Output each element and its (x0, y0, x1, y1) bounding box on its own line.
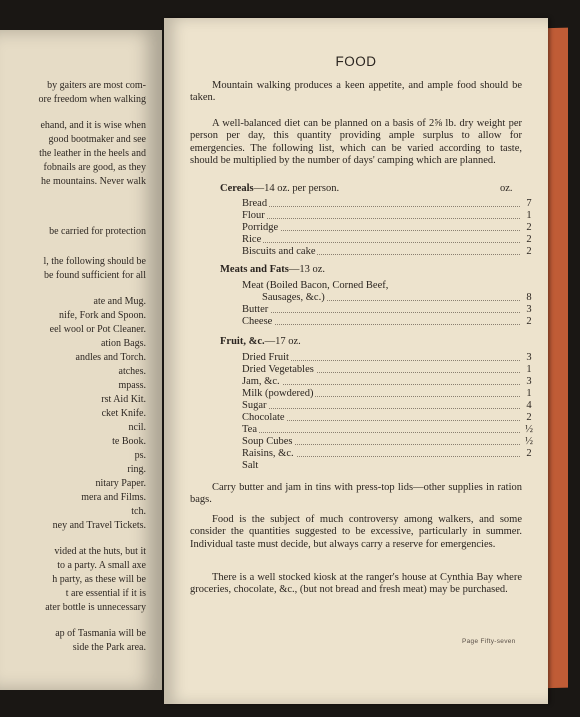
left-line: andles and Torch. (75, 352, 146, 363)
left-line: be carried for protection (49, 226, 146, 237)
left-line: ore freedom when walking (38, 94, 146, 105)
left-line: ps. (134, 450, 146, 461)
food-item-name: Tea (242, 424, 258, 435)
food-item-row (242, 316, 534, 328)
food-item-name: Cheese (242, 316, 273, 327)
left-line: mpass. (118, 380, 146, 391)
left-line: by gaiters are most com- (47, 80, 146, 91)
intro-paragraph: Mountain walking produces a keen appetite, and ample food should be taken. (190, 80, 522, 104)
food-item-row (242, 388, 534, 400)
left-line: ney and Travel Tickets. (52, 520, 146, 531)
food-item-name: Rice (242, 234, 262, 245)
food-item-name: Sausages, &c.) (242, 292, 327, 304)
section-title: Fruit, &c. (220, 336, 265, 347)
left-line: ehand, and it is wise when (40, 120, 146, 131)
food-item-name: Raisins, &c. (242, 448, 294, 459)
food-item-row (242, 246, 534, 258)
food-item-name: Milk (powdered) (242, 388, 314, 399)
food-item-name: Soup Cubes (242, 436, 293, 447)
left-line: ncil. (128, 422, 146, 433)
left-line: he mountains. Never walk (41, 176, 146, 187)
left-line: ap of Tasmania will be (55, 628, 146, 639)
page-number: Page Fifty-seven (462, 638, 516, 645)
left-line: to a party. A small axe (57, 560, 146, 571)
food-item-row (242, 222, 534, 234)
food-item-oz: 3 (524, 376, 534, 388)
food-item-row (242, 364, 534, 376)
food-item-name: Porridge (242, 222, 279, 233)
food-item-oz: 1 (524, 364, 534, 376)
left-page (0, 30, 162, 690)
section-heading-cereals (220, 183, 339, 195)
left-line: eel wool or Pot Cleaner. (49, 324, 146, 335)
food-item-oz: 3 (524, 352, 534, 364)
food-item-name: Dried Vegetables (242, 364, 314, 375)
food-item-row (242, 400, 534, 412)
food-item-name: Salt (242, 460, 259, 471)
food-item-row (242, 198, 534, 210)
kiosk-paragraph: There is a well stocked kiosk at the ranger's house at Cynthia Bay where groceries, chocolate, &c., (but not bread and fresh meat) may be purchased. (190, 572, 522, 596)
food-item-name: Sugar (242, 400, 267, 411)
controversy-paragraph: Food is the subject of much controversy among walkers, and some consider the quantities suggested to be excessive, particularly in summer. Individual taste must decide, but always carry a reserve for emergencies. (190, 514, 522, 550)
food-item-name: Biscuits and cake (242, 246, 316, 257)
section-heading-meats (220, 264, 325, 276)
left-line: nitary Paper. (95, 478, 146, 489)
left-line: vided at the huts, but it (54, 546, 146, 557)
food-item-row (242, 352, 534, 364)
carry-paragraph: Carry butter and jam in tins with press-top lids—other supplies in ration bags. (190, 482, 522, 506)
food-item-oz: 3 (524, 304, 534, 316)
page-title: FOOD (335, 54, 377, 69)
food-item-row (242, 376, 534, 388)
left-line: atches. (118, 366, 146, 377)
left-line: h party, as these will be (52, 574, 146, 585)
left-line: mera and Films. (81, 492, 146, 503)
right-page (164, 18, 548, 704)
left-line: t are essential if it is (65, 588, 146, 599)
left-line: nife, Fork and Spoon. (59, 310, 146, 321)
left-line: fobnails are good, as they (43, 162, 146, 173)
food-item-oz: 2 (524, 316, 534, 328)
left-line: the leather in the heels and (39, 148, 146, 159)
food-item-row (242, 436, 534, 448)
left-line: good bootmaker and see (48, 134, 146, 145)
left-line: l, the following should be (43, 256, 146, 267)
food-item-row (242, 234, 534, 246)
left-line: cket Knife. (101, 408, 146, 419)
food-item-oz: 2 (524, 246, 534, 258)
left-line: ation Bags. (101, 338, 146, 349)
food-item-oz: 8 (524, 292, 534, 304)
oz-column-header: oz. (500, 183, 513, 194)
left-line: te Book. (112, 436, 146, 447)
food-item-oz: 2 (524, 222, 534, 234)
food-item-row (242, 448, 534, 460)
section-subtitle: —13 oz. (288, 264, 326, 275)
food-item-name: Flour (242, 210, 265, 221)
food-item-row (242, 210, 534, 222)
food-item-name: Dried Fruit (242, 352, 289, 363)
food-item-oz: ½ (525, 436, 533, 447)
section-subtitle: —17 oz. (264, 336, 301, 347)
diet-paragraph: A well-balanced diet can be planned on a basis of 2⅝ lb. dry weight per person per day, this quantity providing ample surplus to allow for emergencies. The following list, which can be varied according to taste, should be multiplied by the number of days' camping which are planned. (190, 118, 522, 167)
food-item-name: Butter (242, 304, 269, 315)
section-title: Cereals (220, 183, 254, 194)
food-item-oz: 1 (524, 210, 534, 222)
section-heading-fruit (220, 336, 301, 348)
food-item-name: Chocolate (242, 412, 285, 423)
food-item-oz: 7 (524, 198, 534, 210)
left-line: side the Park area. (72, 642, 146, 653)
food-item-row (242, 304, 534, 316)
left-line: be found sufficient for all (43, 270, 146, 281)
food-item-name: Bread (242, 198, 268, 209)
food-item-name: Jam, &c. (242, 376, 280, 387)
food-item-oz: ½ (525, 424, 533, 435)
food-item-oz: 4 (524, 400, 534, 412)
food-item-name: Meat (Boiled Bacon, Corned Beef, (242, 280, 389, 291)
food-item-oz: 1 (524, 388, 534, 400)
food-item-row (242, 412, 534, 424)
food-item-oz: 2 (524, 234, 534, 246)
food-item-row (242, 424, 534, 436)
food-item-oz: 2 (524, 448, 534, 460)
left-line: ater bottle is unnecessary (45, 602, 146, 613)
food-item-row (242, 292, 534, 304)
food-item-oz: 2 (524, 412, 534, 424)
left-line: ring. (127, 464, 146, 475)
left-line: ate and Mug. (93, 296, 146, 307)
left-line: rst Aid Kit. (101, 394, 146, 405)
section-title: Meats and Fats (220, 264, 289, 275)
section-subtitle: —14 oz. per person. (253, 183, 340, 194)
left-line: tch. (131, 506, 146, 517)
